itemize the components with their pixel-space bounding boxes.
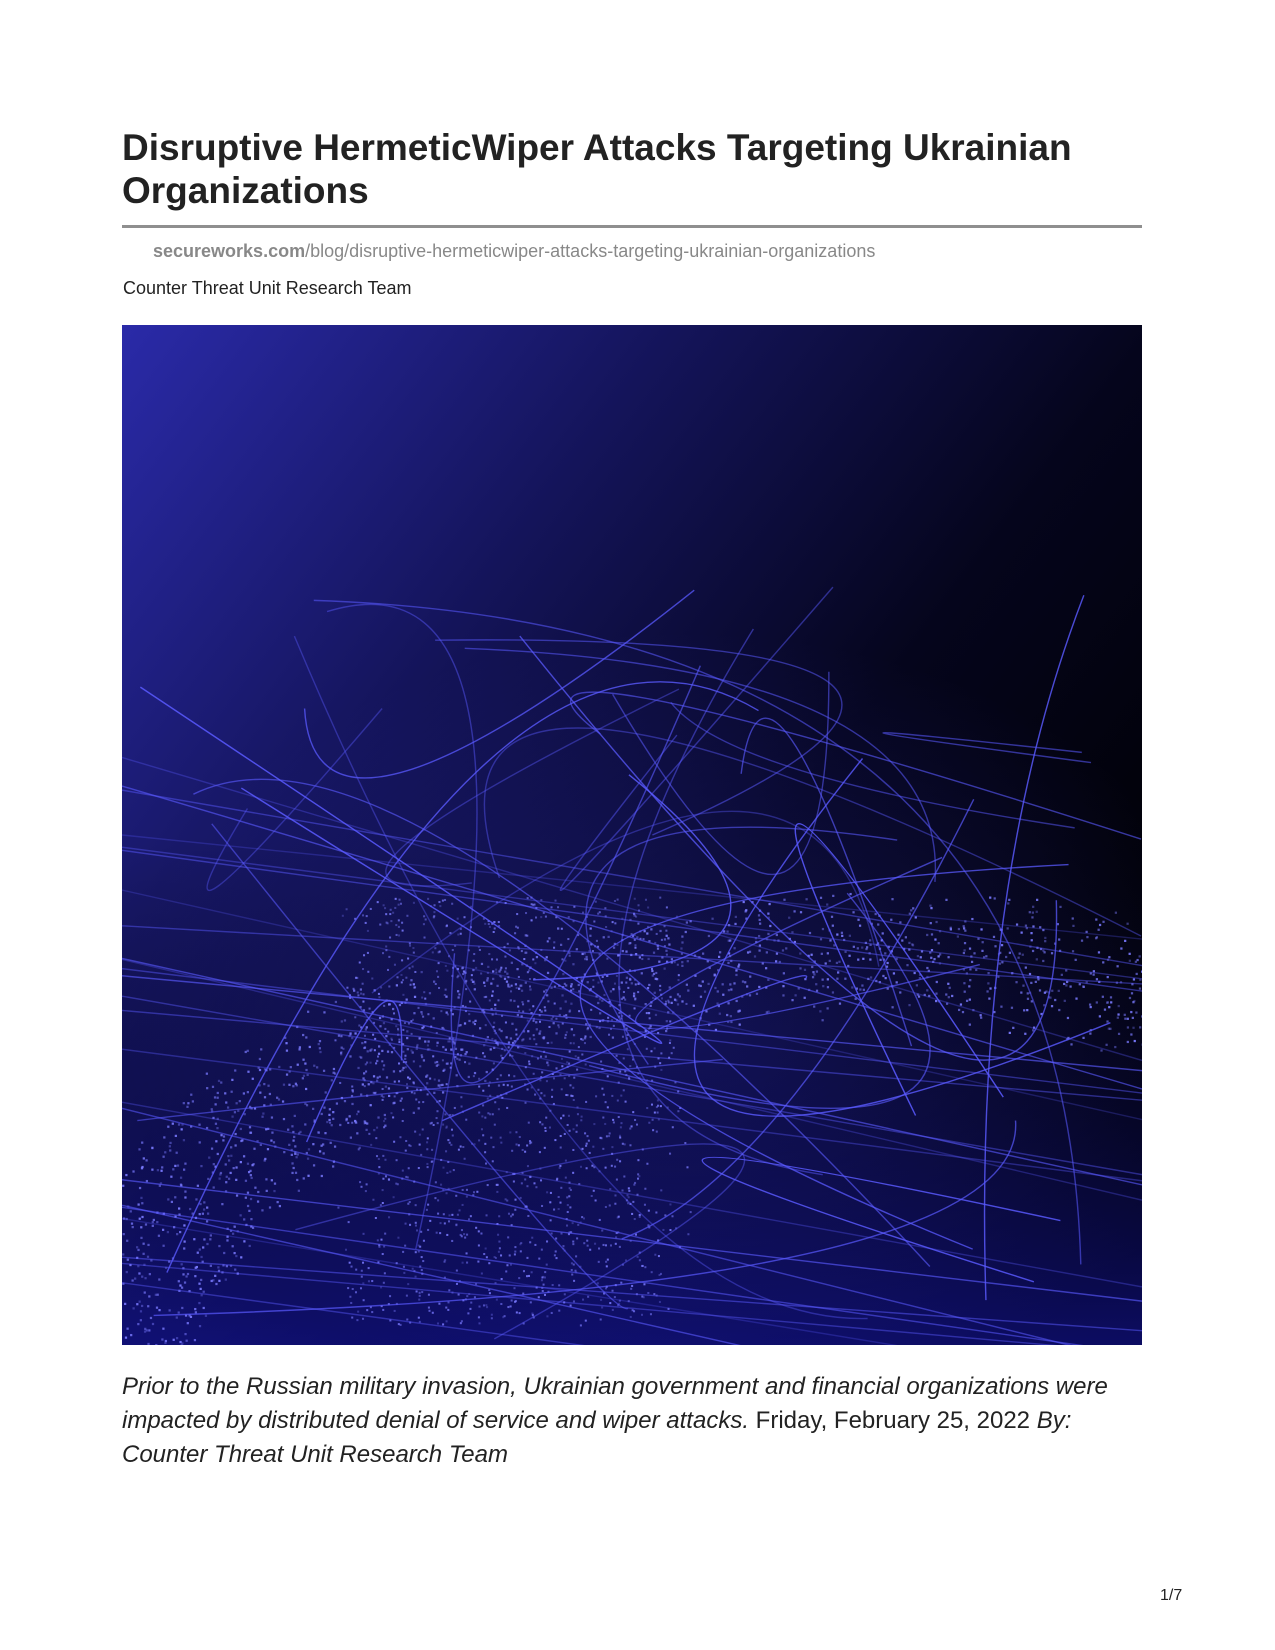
- publish-date: Friday, February 25, 2022: [755, 1407, 1031, 1434]
- caption-summary: Prior to the Russian military invasion, Ukrainian government and financial organizations were impacted by distributed denial of service and wiper attacks.: [122, 1373, 1108, 1434]
- title-divider: [122, 225, 1142, 228]
- author-name: Counter Threat Unit Research Team: [123, 278, 412, 298]
- source-domain: secureworks.com: [153, 241, 306, 261]
- article-title: Disruptive HermeticWiper Attacks Targeting Ukrainian Organizations: [122, 127, 1072, 211]
- byline: By: Counter Threat Unit Research Team: [122, 1407, 1072, 1468]
- page-number: 1/7: [1160, 1587, 1183, 1604]
- source-url[interactable]: [153, 240, 875, 262]
- caption: [122, 1370, 1147, 1472]
- source-path: /blog/disruptive-hermeticwiper-attacks-targeting-ukrainian-organizations: [305, 241, 876, 261]
- hero-image: [122, 325, 1142, 1345]
